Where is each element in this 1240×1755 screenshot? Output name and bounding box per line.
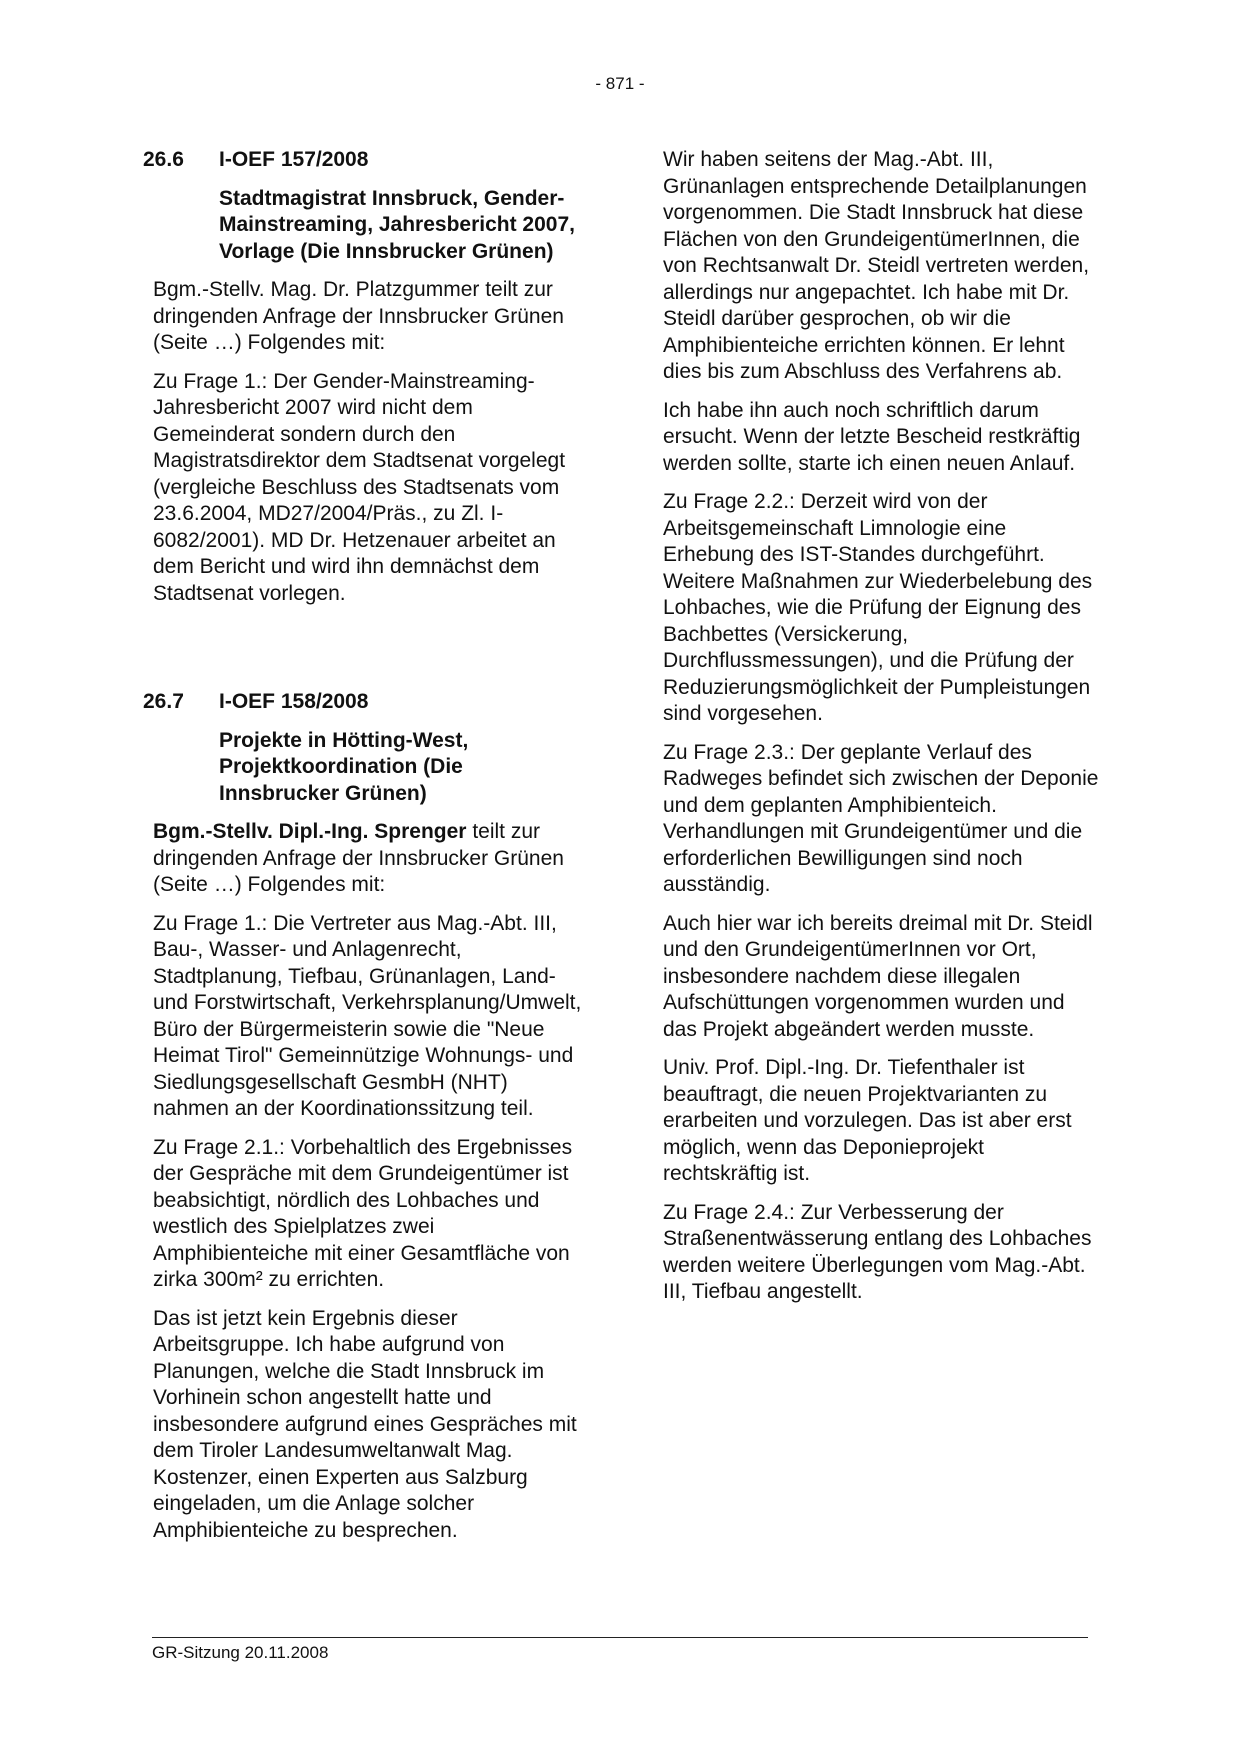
paragraph: Auch hier war ich bereits dreimal mit Dr. Steidl und den GrundeigentümerInnen vor Ort, insbesondere nachdem diese illegalen Aufschüttungen vorgenommen wurden und das Projekt abgeändert werden musste. [663, 911, 1093, 1041]
paragraph: Das ist jetzt kein Ergebnis dieser Arbeitsgruppe. Ich habe aufgrund von Planungen, welche die Stadt Innsbruck im Vorhinein schon angestellt hatte und insbesondere aufgrund eines Gespräches mit dem Tiroler Landesumweltanwalt Mag. Kostenzer, einen Experten aus Salzburg eingeladen, um die Anlage solcher Amphibienteiche zu besprechen. [153, 1306, 577, 1542]
paragraph: Wir haben seitens der Mag.-Abt. III, Grünanlagen entsprechende Detailplanungen vorgenommen. Die Stadt Innsbruck hat diese Flächen von den GrundeigentümerInnen, die von Rechtsanwalt Dr. Steidl vertreten werden, allerdings nur angepachtet. Ich habe mit Dr. Steidl darüber gesprochen, ob wir die Amphibienteiche errichten können. Er lehnt dies bis zum Abschluss des Verfahrens ab. [663, 148, 1090, 383]
paragraph: Zu Frage 1.: Der Gender-Mainstreaming-Jahresbericht 2007 wird nicht dem Gemeinderat sondern durch den Magistratsdirektor dem Stadtsenat vorgelegt (vergleiche Beschluss des Stadtsenats vom 23.6.2004, MD27/2004/Präs., zu Zl. I-6082/2001). MD Dr. Hetzenauer arbeitet an dem Bericht und wird ihn demnächst dem Stadtsenat vorlegen. [153, 369, 566, 605]
agenda-item-code: I-OEF 158/2008 [219, 690, 369, 713]
speaker-name: Bgm.-Stellv. Dipl.-Ing. Sprenger [153, 820, 467, 843]
paragraph: Zu Frage 1.: Die Vertreter aus Mag.-Abt. III, Bau-, Wasser- und Anlagenrecht, Stadtplanung, Tiefbau, Grünanlagen, Land- und Forstwirtschaft, Verkehrsplanung/Umwelt, Büro der Bürgermeisterin sowie die "Neue Heimat Tirol" Gemeinnützige Wohnungs- und Siedlungsgesellschaft GesmbH (NHT) nahmen an der Koordinationssitzung teil. [153, 911, 582, 1120]
agenda-item-number: 26.7 [143, 690, 184, 713]
paragraph: Univ. Prof. Dipl.-Ing. Dr. Tiefenthaler ist beauftragt, die neuen Projektvarianten zu erarbeiten und vorzulegen. Das ist aber erst möglich, wenn das Deponieprojekt rechtskräftig ist. [663, 1056, 1072, 1185]
agenda-item-heading [143, 147, 585, 174]
footer-session-date: GR-Sitzung 20.11.2008 [152, 1643, 329, 1662]
paragraph: Bgm.-Stellv. Mag. Dr. Platzgummer teilt zur dringenden Anfrage der Innsbrucker Grünen (Seite …) Folgendes mit: [153, 278, 564, 354]
agenda-item-title: Projekte in Hötting-West, Projektkoordination (Die Innsbrucker Grünen) [219, 728, 469, 805]
page-number: - 871 - [595, 74, 645, 93]
footer-divider [152, 1637, 1088, 1638]
paragraph: Ich habe ihn auch noch schriftlich darum ersucht. Wenn der letzte Bescheid restkräftig werden sollte, starte ich einen neuen Anlauf. [663, 398, 1081, 475]
agenda-item-title: Stadtmagistrat Innsbruck, Gender-Mainstreaming, Jahresbericht 2007, Vorlage (Die Innsbrucker Grünen) [219, 186, 575, 263]
paragraph: Zu Frage 2.4.: Zur Verbesserung der Straßenentwässerung entlang des Lohbaches werden weitere Überlegungen vom Mag.-Abt. III, Tiefbau angestellt. [663, 1200, 1092, 1303]
intro-text: teilt zur dringenden Anfrage der Innsbrucker Grünen (Seite …) Folgendes mit: [153, 820, 564, 896]
right-column [663, 147, 1103, 1318]
paragraph: Zu Frage 2.2.: Derzeit wird von der Arbeitsgemeinschaft Limnologie eine Erhebung des IST-Standes durchgeführt. Weitere Maßnahmen zur Wiederbelebung des Lohbaches, wie die Prüfung der Eignung des Bachbettes (Versickerung, Durchflussmessungen), und die Prüfung der Reduzierungsmöglichkeit der Pumpleistungen sind vorgesehen. [663, 490, 1093, 725]
paragraph: Zu Frage 2.3.: Der geplante Verlauf des Radweges befindet sich zwischen der Deponie und dem geplanten Amphibienteich. Verhandlungen mit Grundeigentümer und die erforderlichen Bewilligungen sind noch ausständig. [663, 740, 1099, 896]
left-column [145, 147, 585, 1556]
agenda-item-number: 26.6 [143, 148, 184, 171]
agenda-item-heading [143, 689, 585, 716]
agenda-item-code: I-OEF 157/2008 [219, 148, 369, 171]
intro-paragraph [153, 819, 583, 899]
paragraph: Zu Frage 2.1.: Vorbehaltlich des Ergebnisses der Gespräche mit dem Grundeigentümer ist beabsichtigt, nördlich des Lohbaches und westlich des Spielplatzes zwei Amphibienteiche mit einer Gesamtfläche von zirka 300m² zu errichten. [153, 1135, 573, 1291]
